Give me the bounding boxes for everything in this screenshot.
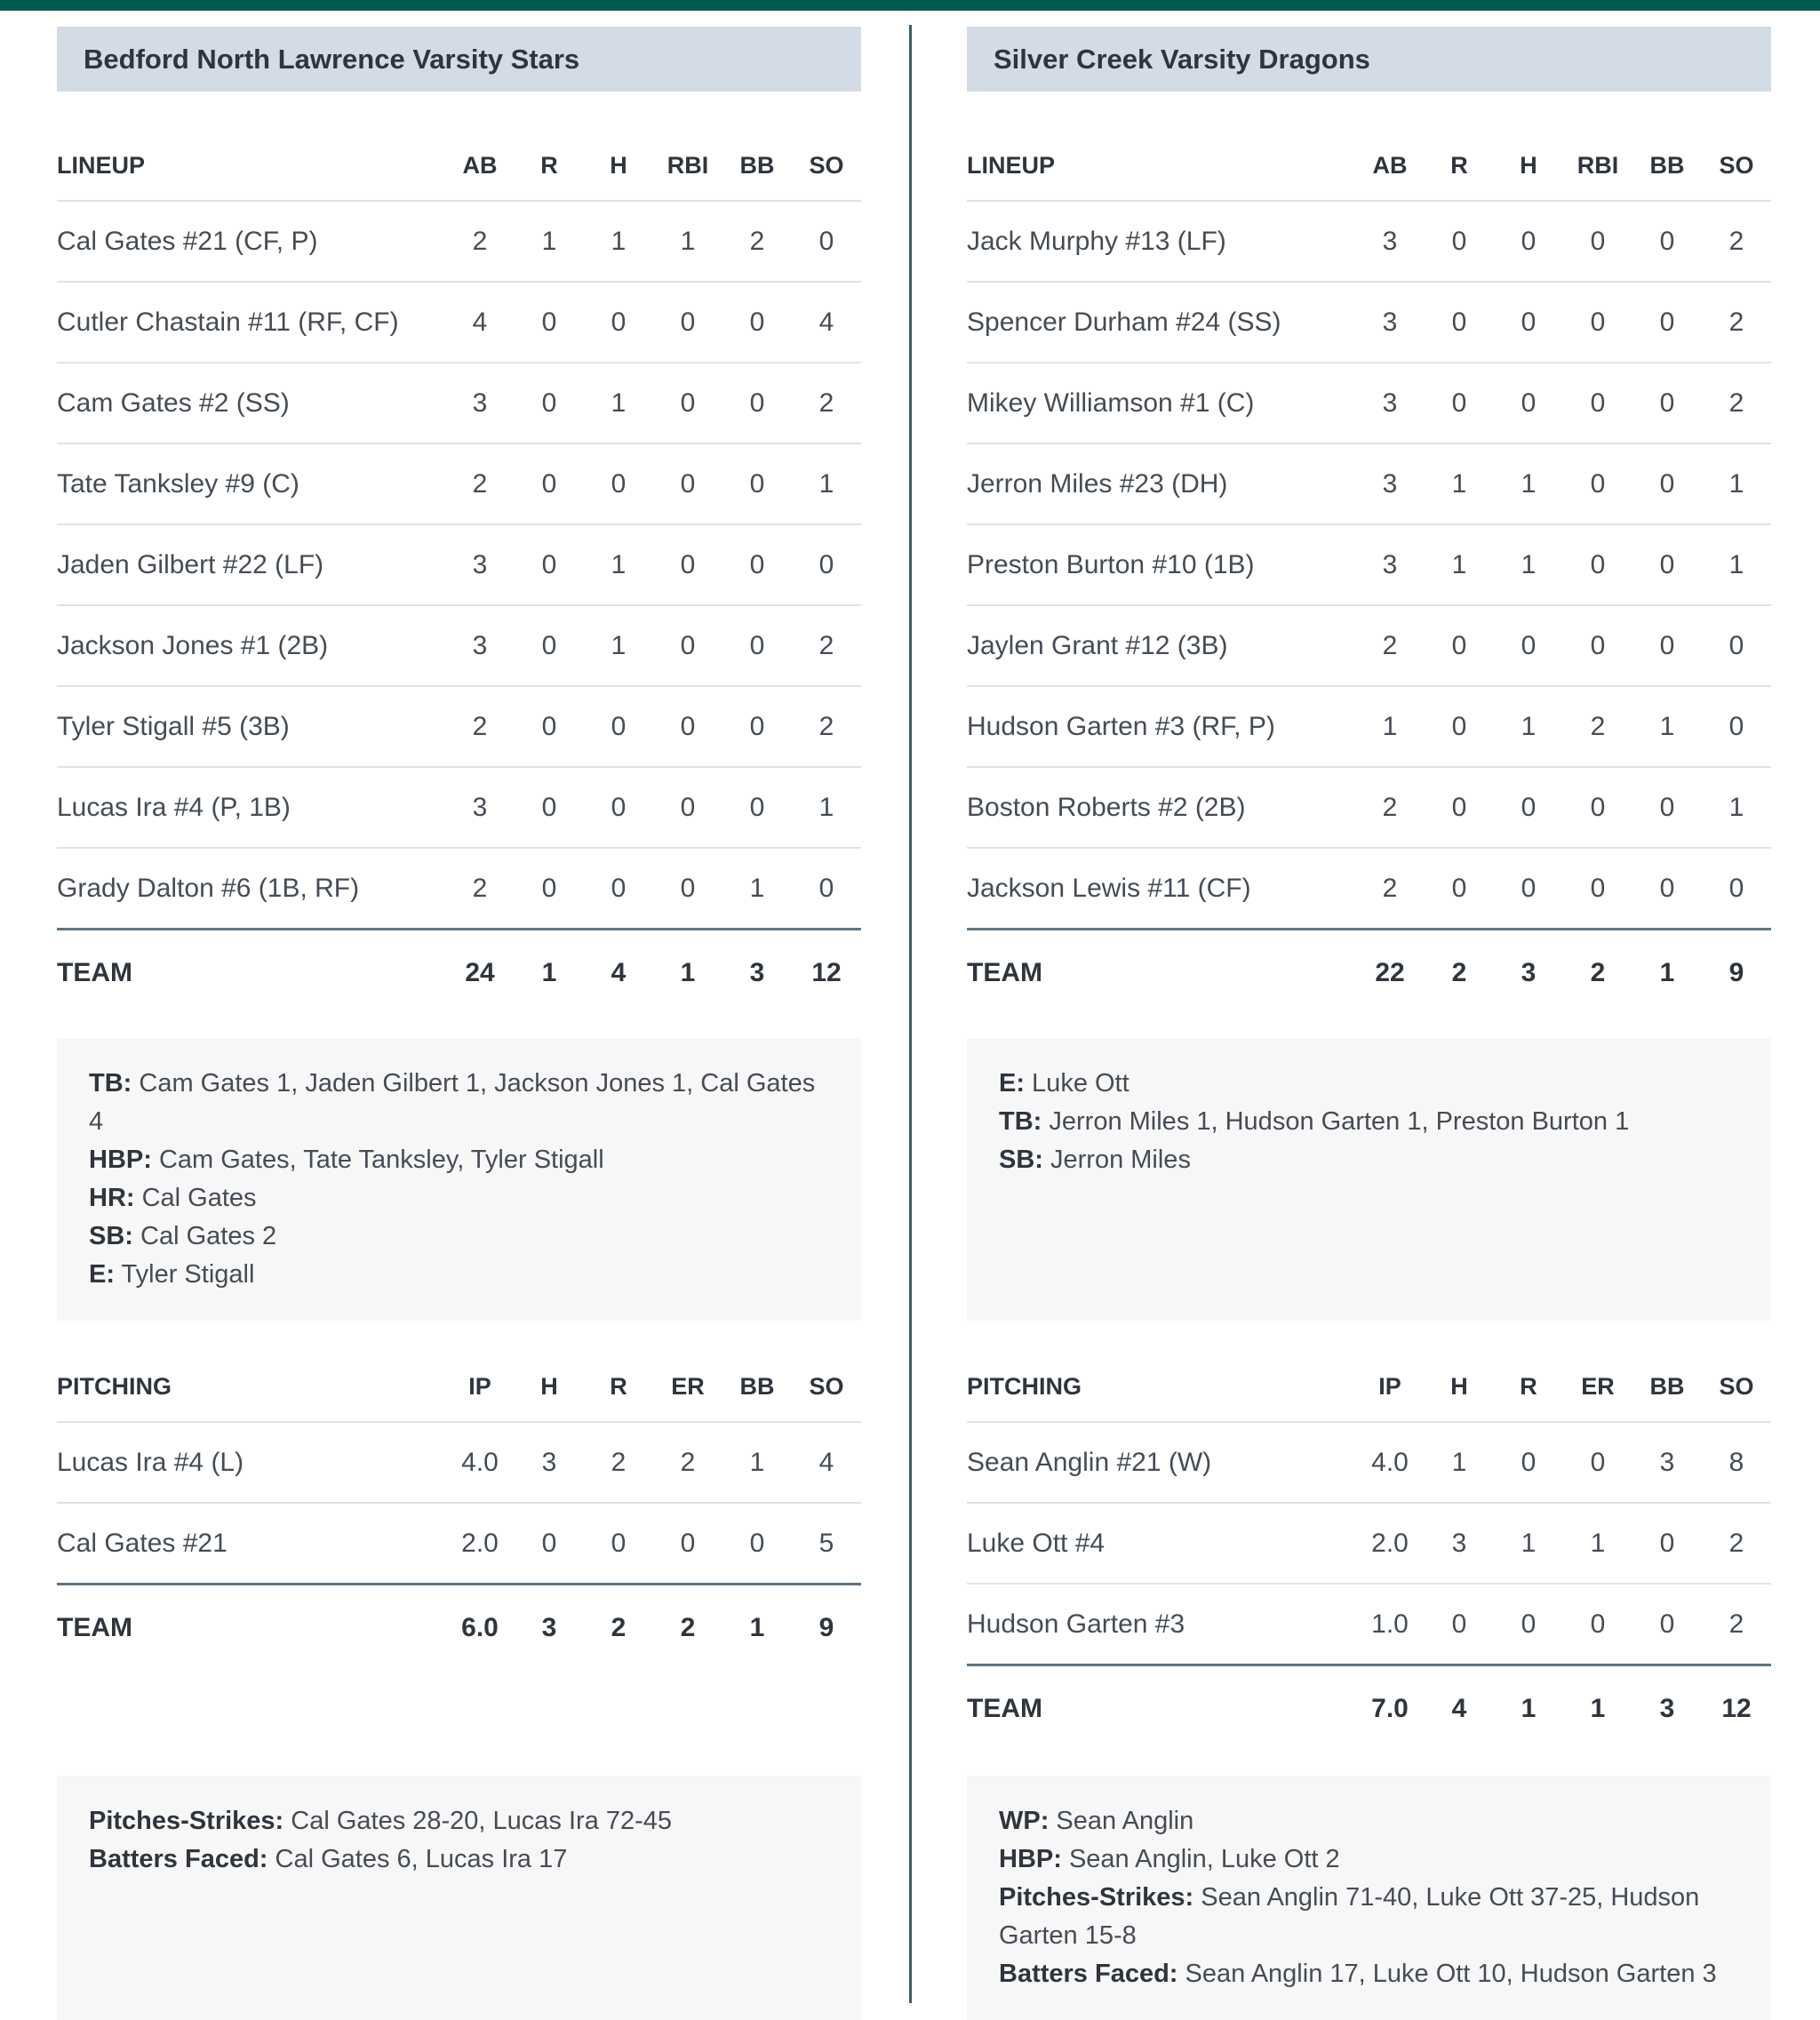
stat-cell: 2.0 [461, 1528, 499, 1558]
home-team-title: Bedford North Lawrence Varsity Stars [57, 27, 861, 92]
stat-cell: 0 [1659, 387, 1675, 418]
note-line: SB: Jerron Miles [999, 1146, 1191, 1174]
stat-cell: 3 [541, 1447, 557, 1477]
stat-cell: 2 [611, 1612, 627, 1642]
home-pitching-notes [57, 1776, 861, 2020]
stat-cell: 2 [472, 711, 488, 741]
col-r: R [540, 151, 558, 179]
player-name: Jaden Gilbert #22 (LF) [57, 549, 324, 579]
stat-cell: 2.0 [1371, 1528, 1409, 1558]
stat-cell: 9 [1728, 957, 1744, 987]
stat-cell: 1 [1521, 1693, 1537, 1723]
stat-cell: 4 [472, 307, 488, 337]
note-line: Pitches-Strikes: Cal Gates 28-20, Lucas Ira 72-45 [89, 1807, 673, 1835]
stat-cell: 1 [1382, 711, 1398, 741]
stat-cell: 2 [1382, 873, 1398, 903]
stat-cell: 0 [541, 468, 557, 499]
pitching-header-label: PITCHING [967, 1372, 1082, 1400]
col-rbi: RBI [1577, 151, 1619, 179]
note-line: E: Tyler Stigall [89, 1260, 255, 1289]
stat-cell: 0 [611, 307, 627, 337]
lineup-row [57, 362, 861, 443]
stat-cell: 0 [1590, 792, 1606, 822]
pitching-team-totals-row [967, 1664, 1771, 1751]
home-lineup-table [0, 131, 910, 1015]
stat-cell: 9 [818, 1612, 834, 1642]
col-h: H [610, 151, 627, 179]
stat-cell: 0 [541, 387, 557, 418]
away-pitching-notes-cell [910, 1776, 1820, 2020]
player-name: Hudson Garten #3 (RF, P) [967, 711, 1275, 741]
stat-cell: 0 [680, 549, 696, 579]
away-lineup-table [910, 131, 1820, 1015]
stat-cell: 3 [472, 387, 488, 418]
stat-cell: 2 [818, 387, 834, 418]
lineup-row [57, 685, 861, 766]
stat-cell: 1 [1521, 468, 1537, 499]
lineup-header-row [57, 131, 861, 200]
note-line: Batters Faced: Cal Gates 6, Lucas Ira 17 [89, 1845, 568, 1873]
stat-cell: 0 [541, 630, 557, 660]
stat-cell: 2 [1590, 711, 1606, 741]
col-so: SO [1719, 1372, 1754, 1400]
stat-cell: 0 [749, 307, 765, 337]
col-h: H [540, 1372, 558, 1400]
home-pitching-table [0, 1352, 910, 1751]
stat-cell: 1 [611, 226, 627, 256]
col-bb: BB [739, 151, 775, 179]
stat-cell: 0 [1590, 387, 1606, 418]
stat-cell: 0 [1451, 1609, 1467, 1639]
col-so: SO [809, 1372, 844, 1400]
stat-cell: 3 [1521, 957, 1537, 987]
note-line: TB: Jerron Miles 1, Hudson Garten 1, Preston Burton 1 [999, 1107, 1630, 1136]
stat-cell: 1 [749, 1612, 765, 1642]
stat-cell: 0 [1521, 630, 1537, 660]
stat-cell: 1 [1451, 1447, 1467, 1477]
stat-cell: 1 [680, 957, 696, 987]
stat-cell: 2 [1382, 630, 1398, 660]
player-name: Grady Dalton #6 (1B, RF) [57, 873, 360, 903]
stat-cell: 0 [1728, 630, 1744, 660]
stat-cell: 3 [1382, 307, 1398, 337]
stat-cell: 1 [1728, 549, 1744, 579]
stat-cell: 0 [1590, 1447, 1606, 1477]
stat-cell: 0 [1590, 226, 1606, 256]
lineup-header-row [967, 131, 1771, 200]
lineup-row [57, 766, 861, 847]
col-ip: IP [468, 1372, 491, 1400]
stat-cell: 3 [1659, 1693, 1675, 1723]
stat-cell: 1 [1451, 549, 1467, 579]
stat-cell: 3 [749, 957, 765, 987]
stat-cell: 0 [680, 468, 696, 499]
stat-cell: 3 [1659, 1447, 1675, 1477]
stat-cell: 0 [541, 711, 557, 741]
away-batting-notes [967, 1038, 1771, 1321]
pitching-row [57, 1421, 861, 1502]
stat-cell: 0 [1451, 226, 1467, 256]
stat-cell: 1 [1521, 711, 1537, 741]
stat-cell: 0 [611, 711, 627, 741]
stat-cell: 0 [1521, 307, 1537, 337]
stat-cell: 0 [680, 1528, 696, 1558]
stat-cell: 0 [1590, 307, 1606, 337]
stat-cell: 2 [472, 468, 488, 499]
stat-cell: 2 [1590, 957, 1606, 987]
lineup-row [57, 847, 861, 928]
note-line: HBP: Cam Gates, Tate Tanksley, Tyler Stigall [89, 1146, 604, 1174]
pitching-row [57, 1502, 861, 1583]
top-accent-bar [0, 0, 1820, 11]
pitcher-name: Cal Gates #21 [57, 1528, 228, 1558]
stat-cell: 0 [680, 630, 696, 660]
col-ab: AB [1372, 151, 1408, 179]
stat-cell: 0 [1451, 711, 1467, 741]
note-line: HBP: Sean Anglin, Luke Ott 2 [999, 1845, 1340, 1873]
stat-cell: 4 [818, 1447, 834, 1477]
stat-cell: 1 [611, 549, 627, 579]
stat-cell: 3 [1382, 468, 1398, 499]
stat-cell: 2 [1728, 387, 1744, 418]
lineup-row [967, 281, 1771, 362]
stat-cell: 3 [1451, 1528, 1467, 1558]
stat-cell: 2 [818, 711, 834, 741]
pitching-team-totals-row [57, 1583, 861, 1670]
pitcher-name: Luke Ott #4 [967, 1528, 1106, 1558]
stat-cell: 2 [680, 1447, 696, 1477]
stat-cell: 3 [1382, 387, 1398, 418]
lineup-row [967, 847, 1771, 928]
col-r: R [610, 1372, 627, 1400]
stat-cell: 0 [1451, 630, 1467, 660]
stat-cell: 1 [611, 387, 627, 418]
stat-cell: 7.0 [1371, 1693, 1409, 1723]
stat-cell: 0 [541, 307, 557, 337]
stat-cell: 3 [472, 630, 488, 660]
lineup-row [57, 523, 861, 604]
home-pitching-notes-cell [0, 1776, 910, 2020]
stat-cell: 3 [1382, 549, 1398, 579]
stat-cell: 1 [749, 1447, 765, 1477]
stat-cell: 4 [818, 307, 834, 337]
player-name: Jaylen Grant #12 (3B) [967, 630, 1228, 660]
stat-cell: 1 [1728, 468, 1744, 499]
note-line: E: Luke Ott [999, 1069, 1130, 1098]
lineup-row [967, 200, 1771, 281]
stat-cell: 0 [1590, 873, 1606, 903]
player-name: Tyler Stigall #5 (3B) [57, 711, 290, 741]
stat-cell: 0 [1659, 226, 1675, 256]
col-er: ER [671, 1372, 705, 1400]
stat-cell: 4.0 [1371, 1447, 1409, 1477]
pitcher-name: Hudson Garten #3 [967, 1609, 1185, 1639]
stat-cell: 2 [1451, 957, 1467, 987]
stat-cell: 1 [1659, 711, 1675, 741]
stat-cell: 4 [611, 957, 627, 987]
stat-cell: 0 [1451, 387, 1467, 418]
home-batting-notes [57, 1038, 861, 1321]
player-name: Preston Burton #10 (1B) [967, 549, 1255, 579]
lineup-row [967, 766, 1771, 847]
stat-cell: 0 [1659, 630, 1675, 660]
away-pitching-table [910, 1352, 1820, 1751]
stat-cell: 12 [1721, 1693, 1752, 1723]
player-name: Jackson Jones #1 (2B) [57, 630, 329, 660]
col-bb: BB [1649, 1372, 1685, 1400]
stat-cell: 0 [541, 549, 557, 579]
stat-cell: 0 [818, 226, 834, 256]
stat-cell: 2 [818, 630, 834, 660]
player-name: Jackson Lewis #11 (CF) [967, 873, 1251, 903]
away-batting-notes-cell [910, 1038, 1820, 1321]
stat-cell: 1 [818, 792, 834, 822]
stat-cell: 1 [1659, 957, 1675, 987]
player-name: Tate Tanksley #9 (C) [57, 468, 299, 499]
pitching-row [967, 1502, 1771, 1583]
stat-cell: 0 [1521, 387, 1537, 418]
player-name: Spencer Durham #24 (SS) [967, 307, 1281, 337]
player-name: Boston Roberts #2 (2B) [967, 792, 1246, 822]
stat-cell: 0 [611, 873, 627, 903]
stat-cell: 1 [611, 630, 627, 660]
stat-cell: 0 [1659, 307, 1675, 337]
stat-cell: 2 [472, 226, 488, 256]
stat-cell: 0 [1659, 873, 1675, 903]
col-bb: BB [1649, 151, 1685, 179]
player-name: Mikey Williamson #1 (C) [967, 387, 1255, 418]
stat-cell: 0 [1728, 711, 1744, 741]
stat-cell: 2 [749, 226, 765, 256]
pitcher-name: Sean Anglin #21 (W) [967, 1447, 1212, 1477]
lineup-row [57, 200, 861, 281]
stat-cell: 4.0 [461, 1447, 499, 1477]
stat-cell: 0 [1521, 1609, 1537, 1639]
team-totals-label: TEAM [967, 1693, 1042, 1723]
note-line: Batters Faced: Sean Anglin 17, Luke Ott 10, Hudson Garten 3 [999, 1960, 1717, 1988]
stat-cell: 0 [1590, 1609, 1606, 1639]
lineup-row [57, 604, 861, 685]
stat-cell: 1 [680, 226, 696, 256]
stat-cell: 1 [541, 226, 557, 256]
stat-cell: 0 [1659, 468, 1675, 499]
player-name: Jerron Miles #23 (DH) [967, 468, 1228, 499]
stat-cell: 0 [1590, 549, 1606, 579]
player-name: Cutler Chastain #11 (RF, CF) [57, 307, 399, 337]
stat-cell: 3 [1382, 226, 1398, 256]
home-team-header-cell [0, 27, 910, 92]
lineup-row [967, 685, 1771, 766]
col-h: H [1520, 151, 1537, 179]
stat-cell: 0 [541, 792, 557, 822]
stat-cell: 24 [465, 957, 495, 987]
stat-cell: 1 [1590, 1528, 1606, 1558]
away-team-title: Silver Creek Varsity Dragons [967, 27, 1771, 92]
stat-cell: 0 [680, 307, 696, 337]
stat-cell: 0 [1590, 468, 1606, 499]
col-so: SO [1719, 151, 1754, 179]
stat-cell: 1 [1521, 1528, 1537, 1558]
stat-cell: 8 [1728, 1447, 1744, 1477]
stat-cell: 0 [1659, 1528, 1675, 1558]
stat-cell: 0 [680, 873, 696, 903]
lineup-row [57, 281, 861, 362]
col-r: R [1450, 151, 1468, 179]
stat-cell: 22 [1375, 957, 1405, 987]
stat-cell: 3 [472, 549, 488, 579]
stat-cell: 0 [680, 792, 696, 822]
stat-cell: 1.0 [1371, 1609, 1409, 1639]
stat-cell: 0 [749, 1528, 765, 1558]
stat-cell: 1 [1451, 468, 1467, 499]
lineup-team-totals-row [967, 928, 1771, 1015]
col-ab: AB [462, 151, 498, 179]
lineup-row [967, 604, 1771, 685]
col-bb: BB [739, 1372, 775, 1400]
lineup-row [967, 443, 1771, 523]
stat-cell: 0 [1659, 549, 1675, 579]
player-name: Lucas Ira #4 (P, 1B) [57, 792, 291, 822]
col-rbi: RBI [667, 151, 709, 179]
note-line: Pitches-Strikes: Sean Anglin 71-40, Luke Ott 37-25, Hudson Garten 15-8 [999, 1883, 1700, 1950]
stat-cell: 2 [472, 873, 488, 903]
stat-cell: 6.0 [461, 1612, 499, 1642]
stat-cell: 0 [1659, 792, 1675, 822]
pitching-row [967, 1583, 1771, 1664]
lineup-header-label: LINEUP [57, 151, 146, 179]
column-divider [909, 25, 912, 2003]
player-name: Cal Gates #21 (CF, P) [57, 226, 318, 256]
team-totals-label: TEAM [967, 957, 1042, 987]
stat-cell: 0 [818, 873, 834, 903]
stat-cell: 0 [541, 1528, 557, 1558]
stat-cell: 0 [1521, 873, 1537, 903]
stat-cell: 0 [1451, 792, 1467, 822]
stat-cell: 1 [1521, 549, 1537, 579]
stat-cell: 1 [749, 873, 765, 903]
stat-cell: 3 [541, 1612, 557, 1642]
col-h: H [1450, 1372, 1468, 1400]
note-line: TB: Cam Gates 1, Jaden Gilbert 1, Jackson Jones 1, Cal Gates 4 [89, 1069, 816, 1136]
lineup-row [57, 443, 861, 523]
stat-cell: 0 [1521, 226, 1537, 256]
note-line: SB: Cal Gates 2 [89, 1222, 277, 1250]
stat-cell: 0 [541, 873, 557, 903]
team-totals-label: TEAM [57, 1612, 132, 1642]
pitching-header-label: PITCHING [57, 1372, 172, 1400]
stat-cell: 0 [1451, 307, 1467, 337]
stat-cell: 3 [472, 792, 488, 822]
pitching-header-row [967, 1352, 1771, 1421]
stat-cell: 0 [749, 711, 765, 741]
stat-cell: 0 [611, 792, 627, 822]
stat-cell: 0 [749, 549, 765, 579]
lineup-team-totals-row [57, 928, 861, 1015]
player-name: Cam Gates #2 (SS) [57, 387, 290, 418]
col-r: R [1520, 1372, 1537, 1400]
stat-cell: 0 [749, 630, 765, 660]
stat-cell: 0 [749, 792, 765, 822]
stat-cell: 5 [818, 1528, 834, 1558]
team-totals-label: TEAM [57, 957, 132, 987]
stat-cell: 0 [1451, 873, 1467, 903]
stat-cell: 0 [1659, 1609, 1675, 1639]
stat-cell: 2 [611, 1447, 627, 1477]
stat-cell: 2 [1728, 1528, 1744, 1558]
lineup-row [967, 523, 1771, 604]
stat-cell: 0 [1590, 630, 1606, 660]
away-pitching-notes [967, 1776, 1771, 2020]
stat-cell: 0 [1728, 873, 1744, 903]
col-er: ER [1581, 1372, 1615, 1400]
stat-cell: 0 [749, 387, 765, 418]
stat-cell: 4 [1451, 1693, 1467, 1723]
away-team-header-cell [910, 27, 1820, 92]
lineup-header-label: LINEUP [967, 151, 1056, 179]
stat-cell: 0 [818, 549, 834, 579]
stat-cell: 0 [1521, 792, 1537, 822]
col-so: SO [809, 151, 844, 179]
player-name: Jack Murphy #13 (LF) [967, 226, 1226, 256]
stat-cell: 12 [811, 957, 842, 987]
pitching-row [967, 1421, 1771, 1502]
stat-cell: 2 [1728, 307, 1744, 337]
stat-cell: 0 [611, 468, 627, 499]
stat-cell: 2 [1728, 1609, 1744, 1639]
pitcher-name: Lucas Ira #4 (L) [57, 1447, 244, 1477]
stat-cell: 2 [680, 1612, 696, 1642]
stat-cell: 0 [680, 387, 696, 418]
col-ip: IP [1378, 1372, 1401, 1400]
stat-cell: 1 [541, 957, 557, 987]
stat-cell: 0 [680, 711, 696, 741]
stat-cell: 0 [749, 468, 765, 499]
stat-cell: 2 [1728, 226, 1744, 256]
stat-cell: 2 [1382, 792, 1398, 822]
stat-cell: 0 [1521, 1447, 1537, 1477]
lineup-row [967, 362, 1771, 443]
home-batting-notes-cell [0, 1038, 910, 1321]
stat-cell: 1 [1728, 792, 1744, 822]
pitching-header-row [57, 1352, 861, 1421]
stat-cell: 1 [818, 468, 834, 499]
note-line: HR: Cal Gates [89, 1184, 257, 1212]
stat-cell: 0 [611, 1528, 627, 1558]
stat-cell: 1 [1590, 1693, 1606, 1723]
note-line: WP: Sean Anglin [999, 1807, 1194, 1835]
